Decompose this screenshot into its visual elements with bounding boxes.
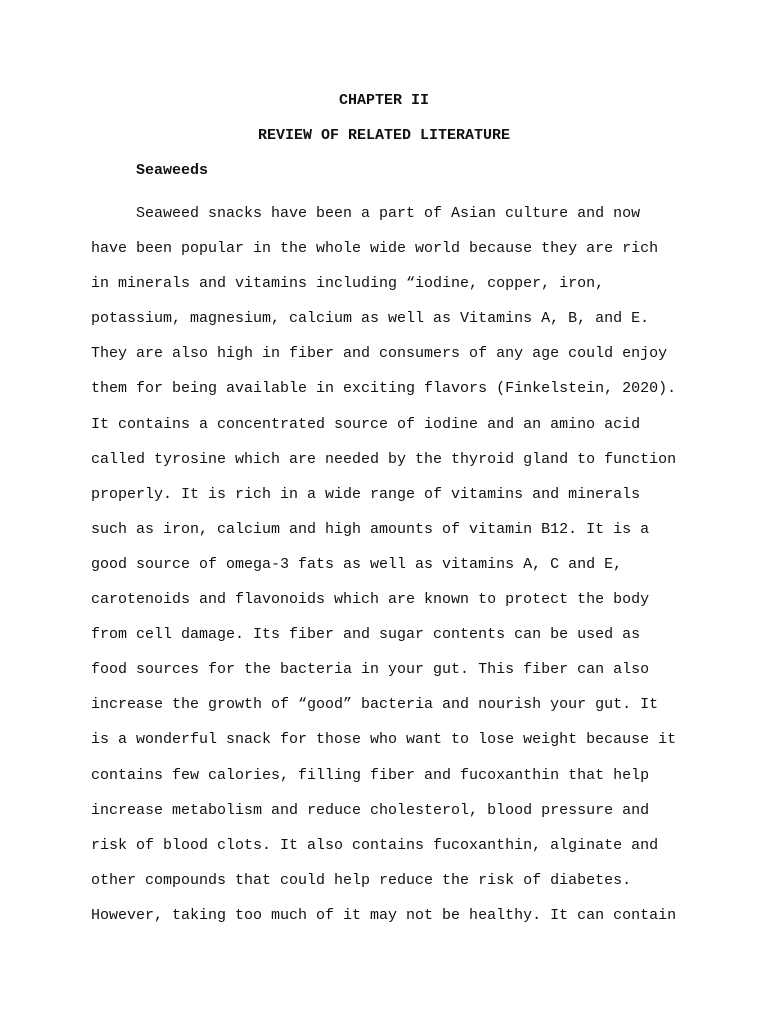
body-line: such as iron, calcium and high amounts of vitamin B12. It is a (91, 520, 650, 538)
body-line: good source of omega-3 fats as well as vitamins A, C and E, (91, 555, 623, 573)
section-heading: Seaweeds (136, 162, 209, 179)
body-line: properly. It is rich in a wide range of vitamins and minerals (91, 485, 641, 503)
body-line: Seaweed snacks have been a part of Asian culture and now (136, 205, 641, 222)
body-line: food sources for the bacteria in your gut. This fiber can also (91, 661, 650, 679)
body-line: have been popular in the whole wide world because they are rich (91, 240, 659, 258)
body-line: called tyrosine which are needed by the thyroid gland to function (91, 450, 677, 468)
body-line: They are also high in fiber and consumers of any age could enjoy (91, 345, 668, 363)
body-line: from cell damage. Its fiber and sugar contents can be used as (91, 626, 641, 644)
body-line: is a wonderful snack for those who want to lose weight because it (91, 731, 677, 749)
body-line: risk of blood clots. It also contains fucoxanthin, alginate and (91, 836, 659, 854)
body-line: in minerals and vitamins including “iodine, copper, iron, (91, 275, 605, 293)
chapter-subtitle: REVIEW OF RELATED LITERATURE (257, 127, 511, 144)
body-line: contains few calories, filling fiber and fucoxanthin that help (91, 766, 650, 784)
body-line: potassium, magnesium, calcium as well as Vitamins A, B, and E. (91, 310, 650, 328)
body-line: increase metabolism and reduce cholesterol, blood pressure and (91, 801, 650, 819)
body-line: However, taking too much of it may not be healthy. It can contain (91, 906, 677, 924)
chapter-title: CHAPTER II (338, 92, 429, 109)
body-line: them for being available in exciting flavors (Finkelstein, 2020). (91, 380, 677, 398)
body-line: other compounds that could help reduce the risk of diabetes. (91, 871, 632, 889)
body-paragraph (91, 196, 676, 933)
body-line: increase the growth of “good” bacteria and nourish your gut. It (91, 696, 659, 714)
body-line: carotenoids and flavonoids which are known to protect the body (91, 591, 650, 609)
body-line: It contains a concentrated source of iodine and an amino acid (91, 415, 641, 433)
